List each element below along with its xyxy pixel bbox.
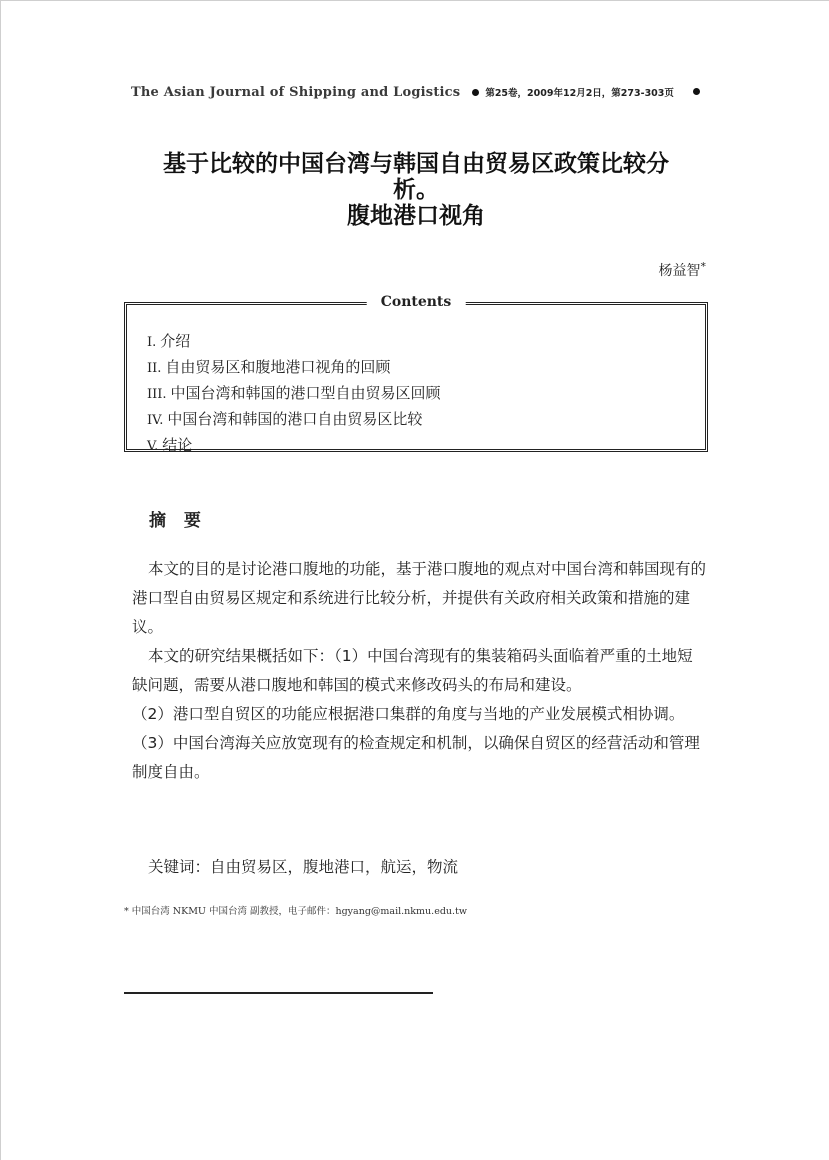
toc-item (147, 357, 441, 383)
keywords: 关键词：自由贸易区，腹地港口，航运，物流 (148, 858, 459, 876)
title-line-2: 析。 (393, 177, 439, 203)
author-footnote-mark: * (700, 260, 706, 273)
running-header (131, 83, 701, 101)
toc-item-number: II. (147, 361, 162, 376)
table-of-contents (147, 331, 441, 461)
contents-heading: Contents (367, 294, 466, 310)
bullet-icon (472, 89, 479, 96)
abstract-body (132, 555, 707, 787)
title-line-3: 腹地港口视角 (347, 203, 485, 229)
author-name: 杨益智 (658, 263, 701, 279)
toc-item (147, 331, 441, 357)
abstract-paragraph: 本文的研究结果概括如下：（1）中国台湾现有的集装箱码头面临着严重的土地短缺问题，需要从港口腹地和韩国的模式来修改码头的布局和建设。 (132, 647, 693, 694)
title-line-1: 基于比较的中国台湾与韩国自由贸易区政策比较分 (163, 151, 669, 177)
journal-name: The Asian Journal of Shipping and Logistics (131, 84, 461, 100)
toc-item-number: I. (147, 335, 157, 350)
issue-info: 第25卷，2009年12月2日，第273-303页 (485, 88, 674, 99)
toc-item-label: 介绍 (160, 332, 191, 350)
toc-item-number: III. (147, 387, 167, 402)
toc-item-label: 中国台湾和韩国的港口自由贸易区比较 (167, 410, 423, 428)
paper-title (121, 151, 711, 229)
author (659, 260, 707, 280)
toc-item (147, 383, 441, 409)
abstract-paragraph: （2）港口型自贸区的功能应根据港口集群的角度与当地的产业发展模式相协调。（3）中国台湾海关应放宽现有的检查规定和机制，以确保自贸区的经营活动和管理制度自由。 (132, 705, 700, 781)
toc-item (147, 435, 441, 461)
toc-item-number: IV. (147, 413, 164, 428)
footnote-divider (124, 992, 433, 994)
toc-item (147, 409, 441, 435)
toc-item-label: 中国台湾和韩国的港口型自由贸易区回顾 (170, 384, 441, 402)
toc-item-number: V. (147, 439, 159, 454)
abstract-paragraph: 本文的目的是讨论港口腹地的功能，基于港口腹地的观点对中国台湾和韩国现有的港口型自由贸易区规定和系统进行比较分析，并提供有关政府相关政策和措施的建议。 (132, 560, 707, 636)
toc-item-label: 自由贸易区和腹地港口视角的回顾 (165, 358, 391, 376)
toc-item-label: 结论 (162, 436, 193, 454)
author-footnote: * 中国台湾 NKMU 中国台湾 副教授，电子邮件：hgyang@mail.nkmu.edu.tw (124, 906, 467, 917)
contents-box (124, 294, 708, 454)
abstract-heading: 摘 要 (149, 511, 207, 531)
bullet-icon (693, 88, 700, 95)
